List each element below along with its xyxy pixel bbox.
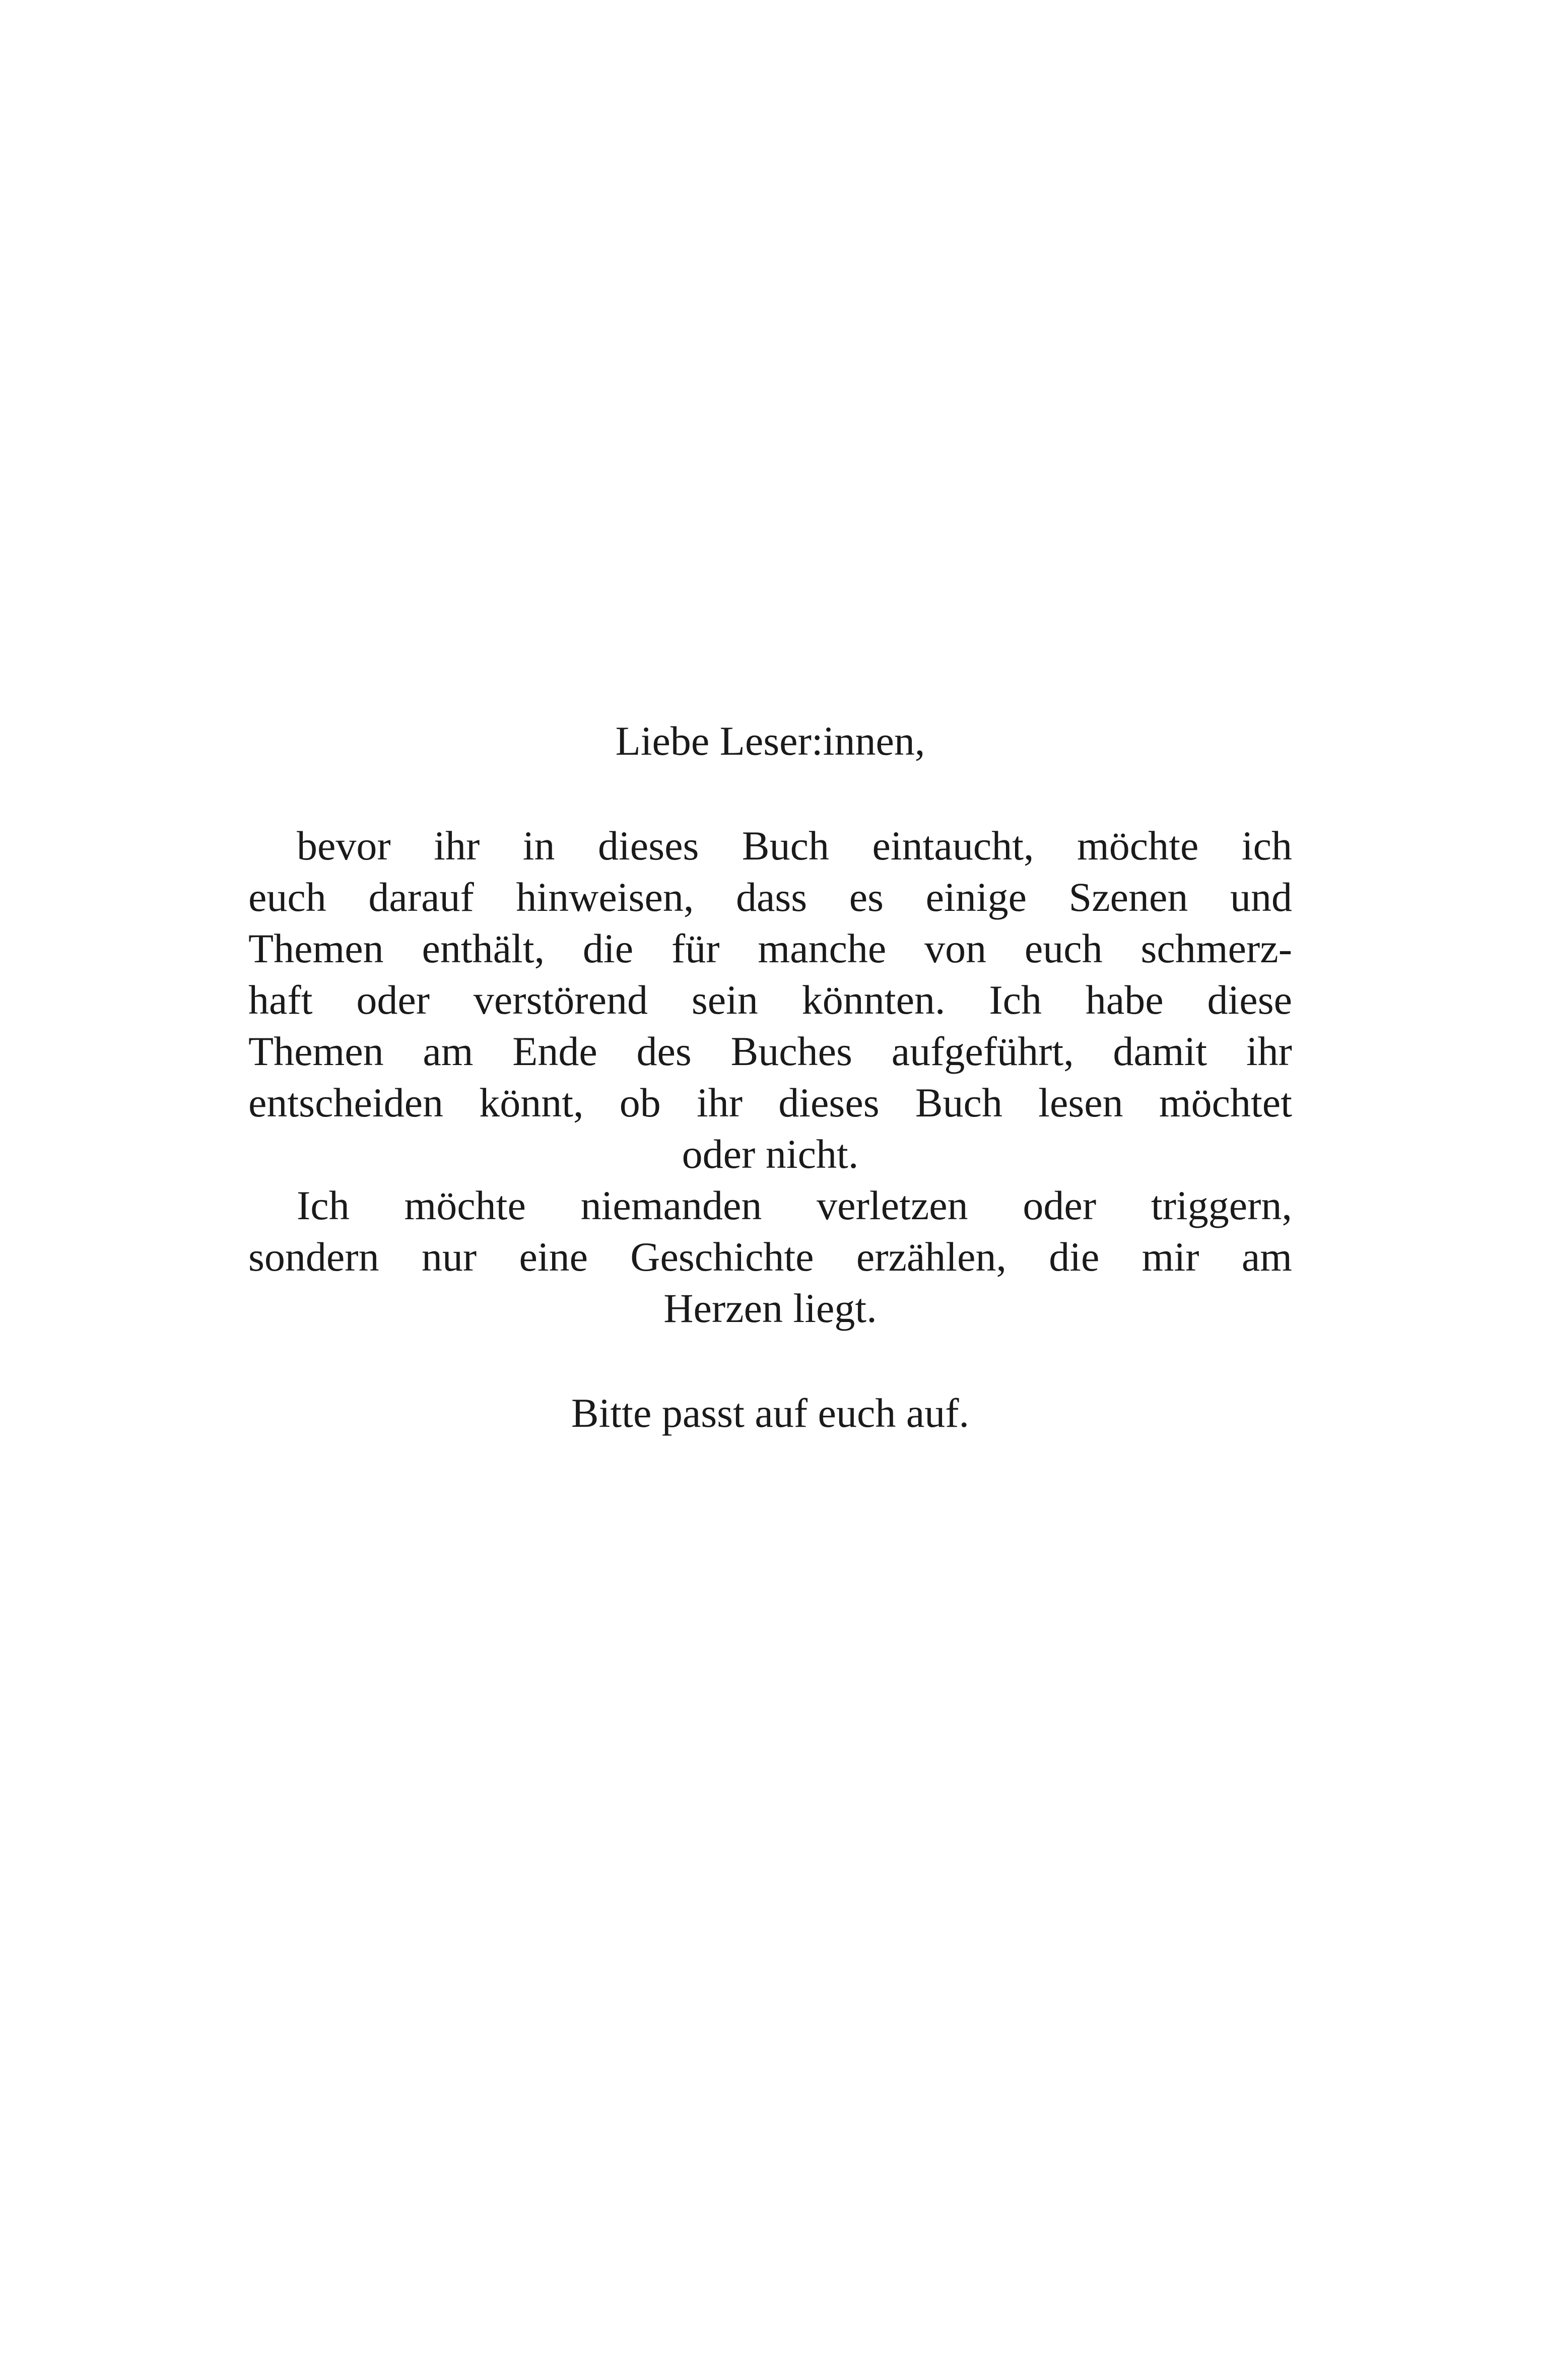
- letter-closing: Bitte passt auf euch auf.: [571, 1390, 970, 1436]
- letter-greeting: Liebe Leser:innen,: [615, 718, 925, 764]
- paragraph-1-line-1: bevor ihr in dieses Buch eintaucht, möchte ich: [297, 823, 1292, 869]
- content-warning-letter: [248, 715, 1292, 1439]
- paragraph-2-line-2: sondern nur eine Geschichte erzählen, die mir am: [248, 1234, 1292, 1280]
- paragraph-2-line-3: Herzen liegt.: [663, 1285, 877, 1331]
- paragraph-spacer: [248, 1334, 1292, 1387]
- paragraph-1-line-4: haft oder verstörend sein könnten. Ich habe diese: [248, 977, 1292, 1023]
- paragraph-1-line-2: euch darauf hinweisen, dass es einige Szenen und: [248, 874, 1292, 920]
- paragraph-2-line-1: Ich möchte niemanden verletzen oder triggern,: [297, 1182, 1292, 1228]
- paragraph-1-line-5: Themen am Ende des Buches aufgeführt, damit ihr: [248, 1028, 1292, 1074]
- paragraph-1-line-3: Themen enthält, die für manche von euch schmerz-: [248, 925, 1292, 971]
- paragraph-spacer: [248, 767, 1292, 820]
- paragraph-1-line-7: oder nicht.: [682, 1131, 859, 1177]
- paragraph-1-line-6: entscheiden könnt, ob ihr dieses Buch lesen möchtet: [248, 1080, 1292, 1126]
